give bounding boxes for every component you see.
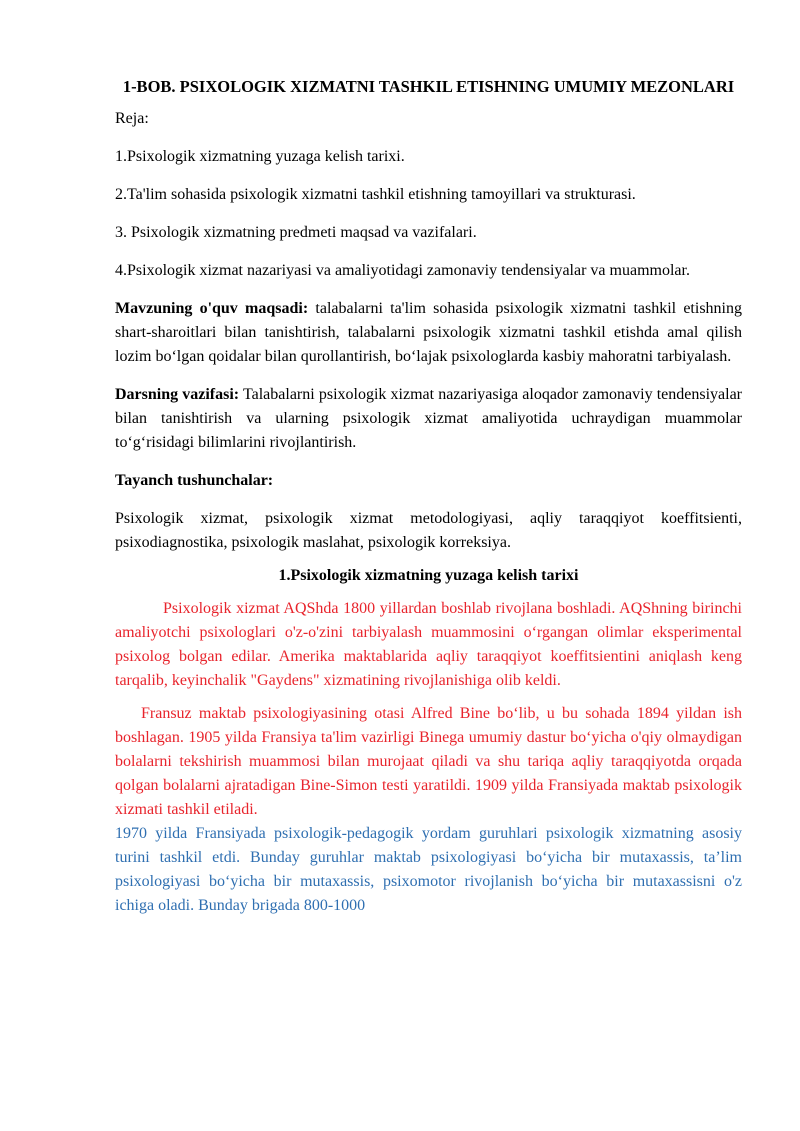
learning-goal-label: Mavzuning o'quv maqsadi: [115, 300, 309, 317]
chapter-title: 1-BOB. PSIXOLOGIK XIZMATNI TASHKIL ETISHNING UMUMIY MEZONLARI [122, 77, 735, 96]
plan-item-4: 4.Psixologik xizmat nazariyasi va amaliyotidagi zamonaviy tendensiyalar va muammolar. [115, 262, 690, 279]
plan-heading: Reja: [115, 110, 149, 127]
history-paragraph-usa: Psixologik xizmat AQShda 1800 yillardan boshlab rivojlana boshladi. AQShning birinchi amaliyotchi psixologlari o'z-o'zini tarbiyalash muammosini o‘rgangan olimlar eksperimental psixolog bolgan edilar. Amerika maktablarida aqliy taraqqiyot koeffitsientini aniqlash keng tarqalib, keyinchalik "Gaydens" xizmatining rivojlanishiga olib keldi. [115, 600, 742, 689]
plan-item-1: 1.Psixologik xizmatning yuzaga kelish tarixi. [115, 148, 405, 165]
document-page [115, 75, 742, 918]
lesson-task-text: Talabalarni psixologik xizmat nazariyasiga aloqador zamonaviy tendensiyalar bilan tanishtirish va ularning psixologik xizmat amaliyotida uchraydigan muammolar to‘g‘risidagi bilimlarini rivojlantirish. [115, 386, 743, 451]
lesson-task-label: Darsning vazifasi: [115, 386, 240, 403]
plan-item-2: 2.Ta'lim sohasida psixologik xizmatni tashkil etishning tamoyillari va strukturasi. [115, 186, 636, 203]
key-concepts-heading: Tayanch tushunchalar: [115, 472, 274, 489]
learning-goal-paragraph [115, 297, 742, 369]
section-heading: 1.Psixologik xizmatning yuzaga kelish tarixi [278, 567, 579, 584]
history-paragraph-groups: 1970 yilda Fransiyada psixologik-pedagogik yordam guruhlari psixologik xizmatning asosiy turini tashkil etdi. Bunday guruhlar maktab psixologiyasi bo‘yicha bir mutaxassis, ta’lim psixologiyasi bo‘yicha bir mutaxassis, psixomotor rivojlanish bo‘yicha bir mutaxassisni o'z ichiga oladi. Bunday brigada 800-1000 [115, 825, 742, 914]
plan-item-3: 3. Psixologik xizmatning predmeti maqsad va vazifalari. [115, 224, 477, 241]
learning-goal-text: talabalarni ta'lim sohasida psixologik xizmatni tashkil etishning shart-sharoitlari bilan tanishtirish, talabalarni psixologik xizmatni tashkil etishda amal qilish lozim bo‘lgan qoidalar bilan qurollantirish, bo‘lajak psixologlarda kasbiy mahoratni tarbiyalash. [115, 300, 742, 365]
history-paragraph-france: Fransuz maktab psixologiyasining otasi Alfred Bine bo‘lib, u bu sohada 1894 yildan ish boshlagan. 1905 yilda Fransiya ta'lim vazirligi Binega umumiy dastur bo‘yicha o'qiy olmaydigan bolalarni tekshirish muammosi bilan murojaat qiladi va shu tariqa aqliy taraqqiyotda orqada qolgan bolalarni ajratadigan Bine-Simon testi yaratildi. 1909 yilda Fransiyada maktab psixologik xizmati tashkil etiladi. [115, 705, 742, 818]
lesson-task-paragraph [115, 383, 742, 455]
key-concepts-text: Psixologik xizmat, psixologik xizmat metodologiyasi, aqliy taraqqiyot koeffitsienti, psixodiagnostika, psixologik maslahat, psixologik korreksiya. [115, 510, 742, 551]
